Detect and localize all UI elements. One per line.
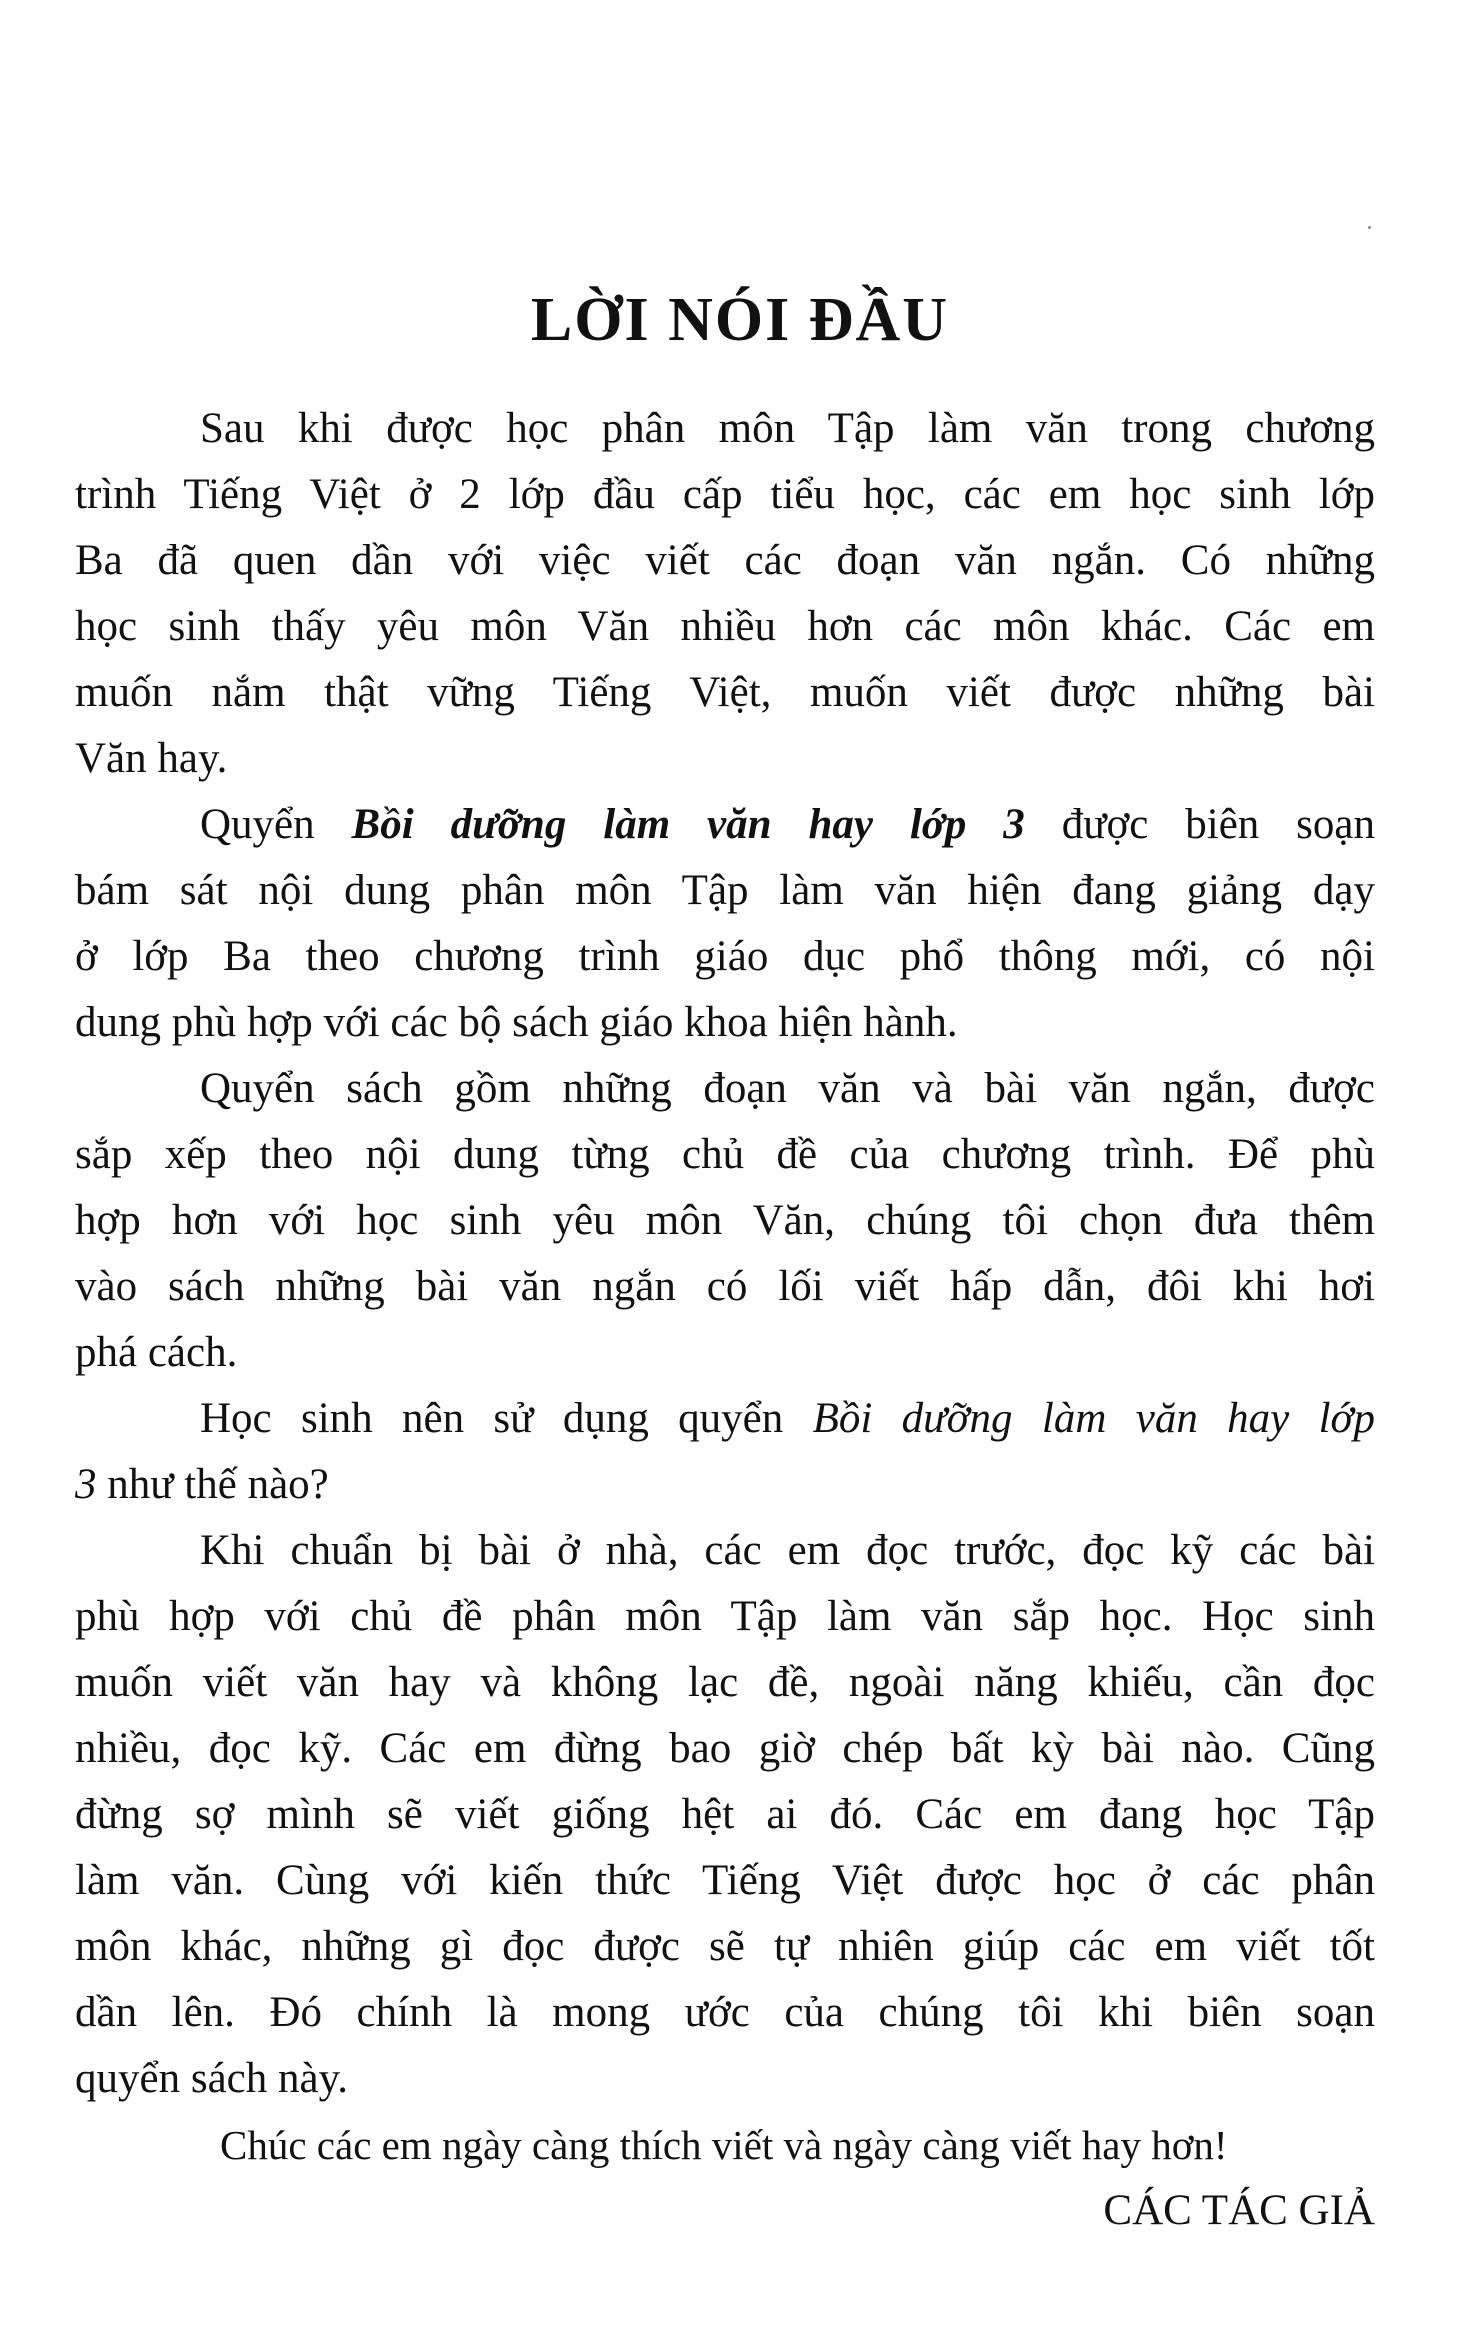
text-line: sắp xếp theo nội dung từng chủ đề của chương trình. Để phù bbox=[75, 1131, 1375, 1178]
paragraph-1 bbox=[75, 396, 1375, 792]
text-line: muốn nắm thật vững Tiếng Việt, muốn viết được những bài bbox=[75, 669, 1375, 716]
text-line: môn khác, những gì đọc được sẽ tự nhiên giúp các em viết tốt bbox=[75, 1923, 1375, 1970]
text-line bbox=[75, 792, 1375, 858]
text-line: bám sát nội dung phân môn Tập làm văn hiện đang giảng dạy bbox=[75, 867, 1375, 914]
text-line bbox=[75, 1386, 1375, 1452]
closing-wish: Chúc các em ngày càng thích viết và ngày càng viết hay hơn! bbox=[220, 2122, 1228, 2168]
book-title-italic: 3 bbox=[75, 1461, 97, 1508]
text-line: vào sách những bài văn ngắn có lối viết hấp dẫn, đôi khi hơi bbox=[75, 1263, 1375, 1310]
book-title: Bồi dưỡng làm văn hay lớp 3 bbox=[351, 801, 1025, 848]
paragraph-3 bbox=[75, 1056, 1375, 1386]
text-line: hợp hơn với học sinh yêu môn Văn, chúng tôi chọn đưa thêm bbox=[75, 1197, 1375, 1244]
text-line: trình Tiếng Việt ở 2 lớp đầu cấp tiểu học, các em học sinh lớp bbox=[75, 471, 1375, 518]
paragraph-5 bbox=[75, 1518, 1375, 2112]
book-title-italic: Bồi dưỡng làm văn hay lớp bbox=[812, 1395, 1375, 1442]
text-run: Quyển bbox=[200, 801, 352, 848]
text-line: học sinh thấy yêu môn Văn nhiều hơn các môn khác. Các em bbox=[75, 603, 1375, 650]
text-run: Học sinh nên sử dụng quyển bbox=[200, 1395, 813, 1442]
text-line: Quyển sách gồm những đoạn văn và bài văn ngắn, được bbox=[200, 1065, 1375, 1112]
text-line: Ba đã quen dần với việc viết các đoạn văn ngắn. Có những bbox=[75, 537, 1375, 584]
text-line: muốn viết văn hay và không lạc đề, ngoài năng khiếu, cần đọc bbox=[75, 1659, 1375, 1706]
text-line bbox=[75, 1452, 1375, 1518]
text-run: như thế nào? bbox=[96, 1461, 329, 1508]
text-line: nhiều, đọc kỹ. Các em đừng bao giờ chép bất kỳ bài nào. Cũng bbox=[75, 1725, 1375, 1772]
paragraph-4 bbox=[75, 1386, 1375, 1518]
text-line: ở lớp Ba theo chương trình giáo dục phổ thông mới, có nội bbox=[75, 933, 1375, 980]
text-line: quyển sách này. bbox=[75, 2055, 349, 2102]
page-title: LỜI NÓI ĐẦU bbox=[530, 286, 950, 354]
text-line: Sau khi được học phân môn Tập làm văn trong chương bbox=[200, 405, 1375, 452]
signature: CÁC TÁC GIẢ bbox=[1103, 2187, 1375, 2234]
paragraph-2 bbox=[75, 792, 1375, 1056]
text-line: phù hợp với chủ đề phân môn Tập làm văn sắp học. Học sinh bbox=[75, 1593, 1375, 1640]
scan-speck bbox=[1368, 226, 1371, 229]
text-line: dung phù hợp với các bộ sách giáo khoa hiện hành. bbox=[75, 999, 958, 1046]
text-line: làm văn. Cùng với kiến thức Tiếng Việt được học ở các phân bbox=[75, 1857, 1375, 1904]
text-line: Khi chuẩn bị bài ở nhà, các em đọc trước, đọc kỹ các bài bbox=[200, 1527, 1375, 1574]
text-run: được biên soạn bbox=[1024, 801, 1376, 848]
text-line: Văn hay. bbox=[75, 735, 228, 782]
preface-body bbox=[75, 396, 1375, 2244]
text-line: đừng sợ mình sẽ viết giống hệt ai đó. Các em đang học Tập bbox=[75, 1791, 1375, 1838]
text-line: phá cách. bbox=[75, 1329, 238, 1376]
text-line: dần lên. Đó chính là mong ước của chúng tôi khi biên soạn bbox=[75, 1989, 1375, 2036]
